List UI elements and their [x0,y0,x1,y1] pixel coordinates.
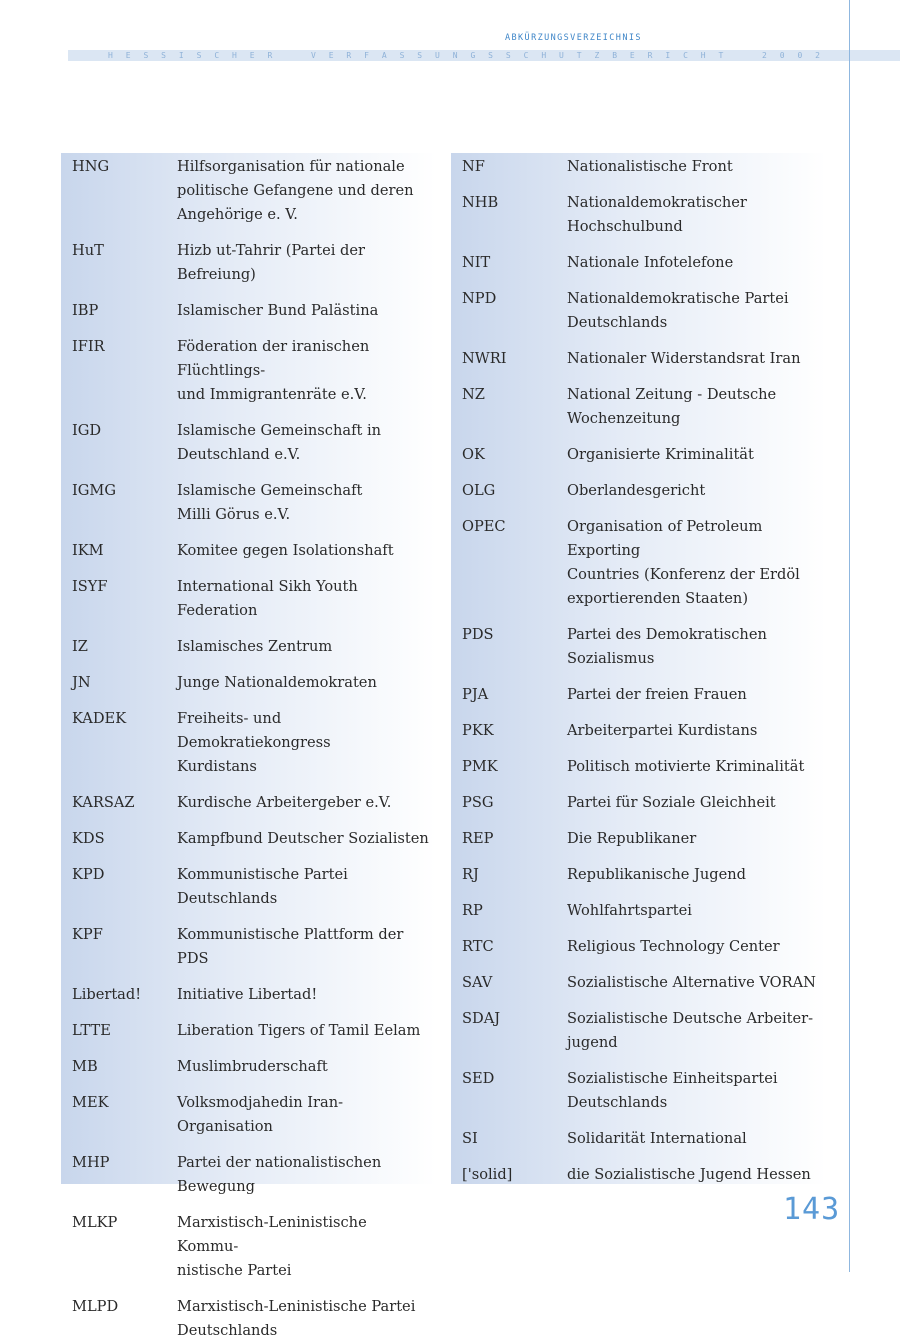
abbreviation-definition: Freiheits- und Demokratiekongress Kurdistans [177,710,331,775]
abbreviation-entry [61,335,436,407]
running-head-letter: S [488,51,493,60]
running-head-letter: S [161,51,166,60]
running-head-letter: 0 [797,51,803,60]
abbreviation-definition: Komitee gegen Isolationshaft [177,542,394,559]
abbreviation-entry [451,827,826,851]
abbreviation-definition: Nationalistische Front [567,158,733,175]
running-head-letter: S [417,51,423,60]
abbreviation-entry [451,191,826,239]
abbreviation: HuT [72,242,104,259]
abbreviation-definition: Religious Technology Center [567,938,780,955]
abbreviation: PDS [462,626,494,643]
abbreviation-entry [451,971,826,995]
abbreviation-definition: Republikanische Jugend [567,866,746,883]
abbreviation: KDS [72,830,105,847]
running-head-letter: E [328,51,334,60]
abbreviation-definition: Hilfsorganisation für nationale politische Gefangene und deren Angehörige e. V. [177,158,414,223]
abbreviation-definition: Nationaler Widerstandsrat Iran [567,350,801,367]
abbreviation-definition: Nationaldemokratische Partei Deutschlands [567,290,789,331]
abbreviation-definition: Volksmodjahedin Iran-Organisation [177,1094,344,1135]
abbreviation-definition: Nationale Infotelefone [567,254,734,271]
abbreviation-entry [451,1163,826,1187]
abbreviation: KADEK [72,710,127,727]
abbreviation: PJA [462,686,489,703]
abbreviation: MB [72,1058,98,1075]
running-head-letter: G [470,51,476,60]
abbreviation: REP [462,830,494,847]
abbreviation: IFIR [72,338,105,355]
abbreviation: HNG [72,158,110,175]
abbreviation: OLG [462,482,496,499]
abbreviation-definition: Politisch motivierte Kriminalität [567,758,805,775]
abbreviation-entry [61,1091,436,1139]
abbreviation-definition: Islamische Gemeinschaft in Deutschland e.V. [177,422,382,463]
running-head-letter: B [612,51,618,60]
abbreviation-definition: Marxistisch-Leninistische Partei Deutschlands [177,1298,416,1339]
abbreviation: SDAJ [462,1010,501,1027]
abbreviation: OK [462,446,485,463]
abbreviation-entry [61,239,436,287]
abbreviation-entry [61,827,436,851]
abbreviation-definition: Föderation der iranischen Flüchtlings- und Immigrantenräte e.V. [177,338,370,403]
running-head-letter: I [665,51,671,60]
abbreviation: RP [462,902,483,919]
abbreviation: IBP [72,302,99,319]
running-head-letter: N [452,51,458,60]
abbreviation: MHP [72,1154,110,1171]
abbreviation-entry [451,155,826,179]
abbreviation: MLKP [72,1214,118,1231]
abbreviation-definition: Nationaldemokratischer Hochschulbund [567,194,747,235]
abbreviation-definition: Kurdische Arbeitergeber e.V. [177,794,392,811]
running-head-letter: E [125,51,131,60]
abbreviation: NIT [462,254,491,271]
abbreviation-definition: Kommunistische Partei Deutschlands [177,866,348,907]
abbreviation-definition: Sozialistische Einheitspartei Deutschlands [567,1070,778,1111]
abbreviation-entry [61,1211,436,1283]
abbreviation: IGD [72,422,102,439]
abbreviation: PSG [462,794,494,811]
abbreviation-definition: Initiative Libertad! [177,986,318,1003]
abbreviation-definition: Arbeiterpartei Kurdistans [567,722,758,739]
abbreviation-definition: Sozialistische Deutsche Arbeiter- jugend [567,1010,814,1051]
running-head-letter: 2 [762,51,767,60]
abbreviation-entry [451,863,826,887]
abbreviation-entry [61,1019,436,1043]
abbreviation-definition: Junge Nationaldemokraten [177,674,377,691]
abbreviation-entry [451,791,826,815]
abbreviation: ISYF [72,578,108,595]
abbreviation: SI [462,1130,478,1147]
abbreviation-definition: Solidarität International [567,1130,747,1147]
abbreviation-definition: Liberation Tigers of Tamil Eelam [177,1022,421,1039]
abbreviation-entry [61,923,436,971]
running-head-letter: Z [594,51,600,60]
abbreviation: NZ [462,386,485,403]
abbreviation: IZ [72,638,88,655]
abbreviation-entry [451,251,826,275]
abbreviation-definition: National Zeitung - Deutsche Wochenzeitung [567,386,777,427]
abbreviation-definition: Hizb ut-Tahrir (Partei der Befreiung) [177,242,365,283]
abbreviation-entry [451,479,826,503]
abbreviation-column-left [61,153,436,1339]
running-head-letter: S [143,51,149,60]
abbreviation: SED [462,1070,495,1087]
abbreviation-entry [451,719,826,743]
running-head-letter: C [523,51,529,60]
running-head-letter: V [310,51,316,60]
running-head-letter: S [196,51,202,60]
abbreviation-entry [451,1067,826,1115]
running-head-letter: U [435,51,440,60]
running-head-letter: R [346,51,352,60]
running-head-letter: S [399,51,405,60]
running-head-letter: R [267,51,273,60]
abbreviation: SAV [462,974,493,991]
abbreviation-entry [61,791,436,815]
margin-rule [849,0,850,1272]
abbreviation-definition: Sozialistische Alternative VORAN [567,974,816,991]
running-head-letter: F [364,51,369,60]
running-head-letter: A [381,51,387,60]
abbreviation-entry [451,755,826,779]
running-head-letter: C [683,51,688,60]
abbreviation: MLPD [72,1298,119,1315]
running-head-letter: H [232,51,237,60]
abbreviation-entry [61,539,436,563]
abbreviation-column-right [451,153,826,1184]
running-head-letter: C [214,51,220,60]
running-head-letter: H [541,51,547,60]
abbreviation: NHB [462,194,499,211]
abbreviation: ['solid] [462,1166,513,1183]
running-head-letter: 2 [815,51,820,60]
abbreviation-entry [451,1127,826,1151]
abbreviation-definition: Muslimbruderschaft [177,1058,328,1075]
running-head-letter: 0 [779,51,785,60]
abbreviation: KPF [72,926,103,943]
running-head-letter: H [108,51,113,60]
abbreviation-entry [451,443,826,467]
abbreviation: JN [72,674,91,691]
abbreviation-entry [61,671,436,695]
abbreviation-definition: Islamische Gemeinschaft Milli Görus e.V. [177,482,363,523]
abbreviation: LTTE [72,1022,111,1039]
abbreviation: RTC [462,938,494,955]
abbreviation-definition: die Sozialistische Jugend Hessen [567,1166,811,1183]
abbreviation-entry [61,983,436,1007]
abbreviation-definition: Organisation of Petroleum Exporting Countries (Konferenz der Erdöl exportierenden Staaten) [567,518,800,607]
abbreviation-definition: International Sikh Youth Federation [177,578,358,619]
running-head-letter: E [629,51,635,60]
running-head-letter: H [700,51,706,60]
abbreviation-entry [61,1151,436,1199]
abbreviation-entry [451,899,826,923]
abbreviation: NF [462,158,485,175]
running-head-letter: T [718,51,724,60]
abbreviation: PMK [462,758,498,775]
abbreviation-entry [451,383,826,431]
running-head-letter: S [505,51,511,60]
abbreviation-definition: Oberlandesgericht [567,482,706,499]
abbreviation-entry [61,863,436,911]
running-head-letter: T [576,51,582,60]
abbreviation-definition: Kampfbund Deutscher Sozialisten [177,830,429,847]
abbreviation-entry [61,155,436,227]
abbreviation: IKM [72,542,104,559]
abbreviation-entry [61,575,436,623]
section-title: ABKÜRZUNGSVERZEICHNIS [505,33,642,43]
abbreviation: NPD [462,290,497,307]
abbreviation-entry [451,623,826,671]
abbreviation: MEK [72,1094,109,1111]
abbreviation-definition: Kommunistische Plattform der PDS [177,926,404,967]
abbreviation-entry [61,479,436,527]
abbreviation-entry [451,1007,826,1055]
abbreviation-definition: Organisierte Kriminalität [567,446,754,463]
abbreviation-entry [451,287,826,335]
abbreviation-definition: Partei des Demokratischen Sozialismus [567,626,767,667]
running-head-letter: E [249,51,255,60]
abbreviation: OPEC [462,518,506,535]
abbreviation-entry [451,683,826,707]
abbreviation-definition: Partei für Soziale Gleichheit [567,794,776,811]
abbreviation-definition: Marxistisch-Leninistische Kommu- nistische Partei [177,1214,367,1279]
abbreviation-definition: Islamischer Bund Palästina [177,302,379,319]
abbreviation-definition: Partei der nationalistischen Bewegung [177,1154,382,1195]
abbreviation-definition: Wohlfahrtspartei [567,902,692,919]
abbreviation-entry [61,299,436,323]
abbreviation-entry [61,1055,436,1079]
abbreviation: NWRI [462,350,507,367]
abbreviation-definition: Die Republikaner [567,830,697,847]
abbreviation-entry [61,635,436,659]
abbreviation-definition: Partei der freien Frauen [567,686,747,703]
abbreviation: RJ [462,866,479,883]
page-number: 143 [783,1192,841,1227]
abbreviation-entry [61,419,436,467]
abbreviation-entry [451,347,826,371]
abbreviation-definition: Islamisches Zentrum [177,638,333,655]
abbreviation: Libertad! [72,986,142,1003]
abbreviation-entry [61,1295,436,1343]
abbreviation-entry [451,515,826,611]
abbreviation-entry [61,707,436,779]
abbreviation: PKK [462,722,494,739]
abbreviation: IGMG [72,482,117,499]
abbreviation: KARSAZ [72,794,135,811]
running-head-letter: U [559,51,564,60]
abbreviation: KPD [72,866,105,883]
running-head [108,50,820,61]
running-head-letter: I [178,51,184,60]
abbreviation-entry [451,935,826,959]
running-head-letter: R [647,51,653,60]
